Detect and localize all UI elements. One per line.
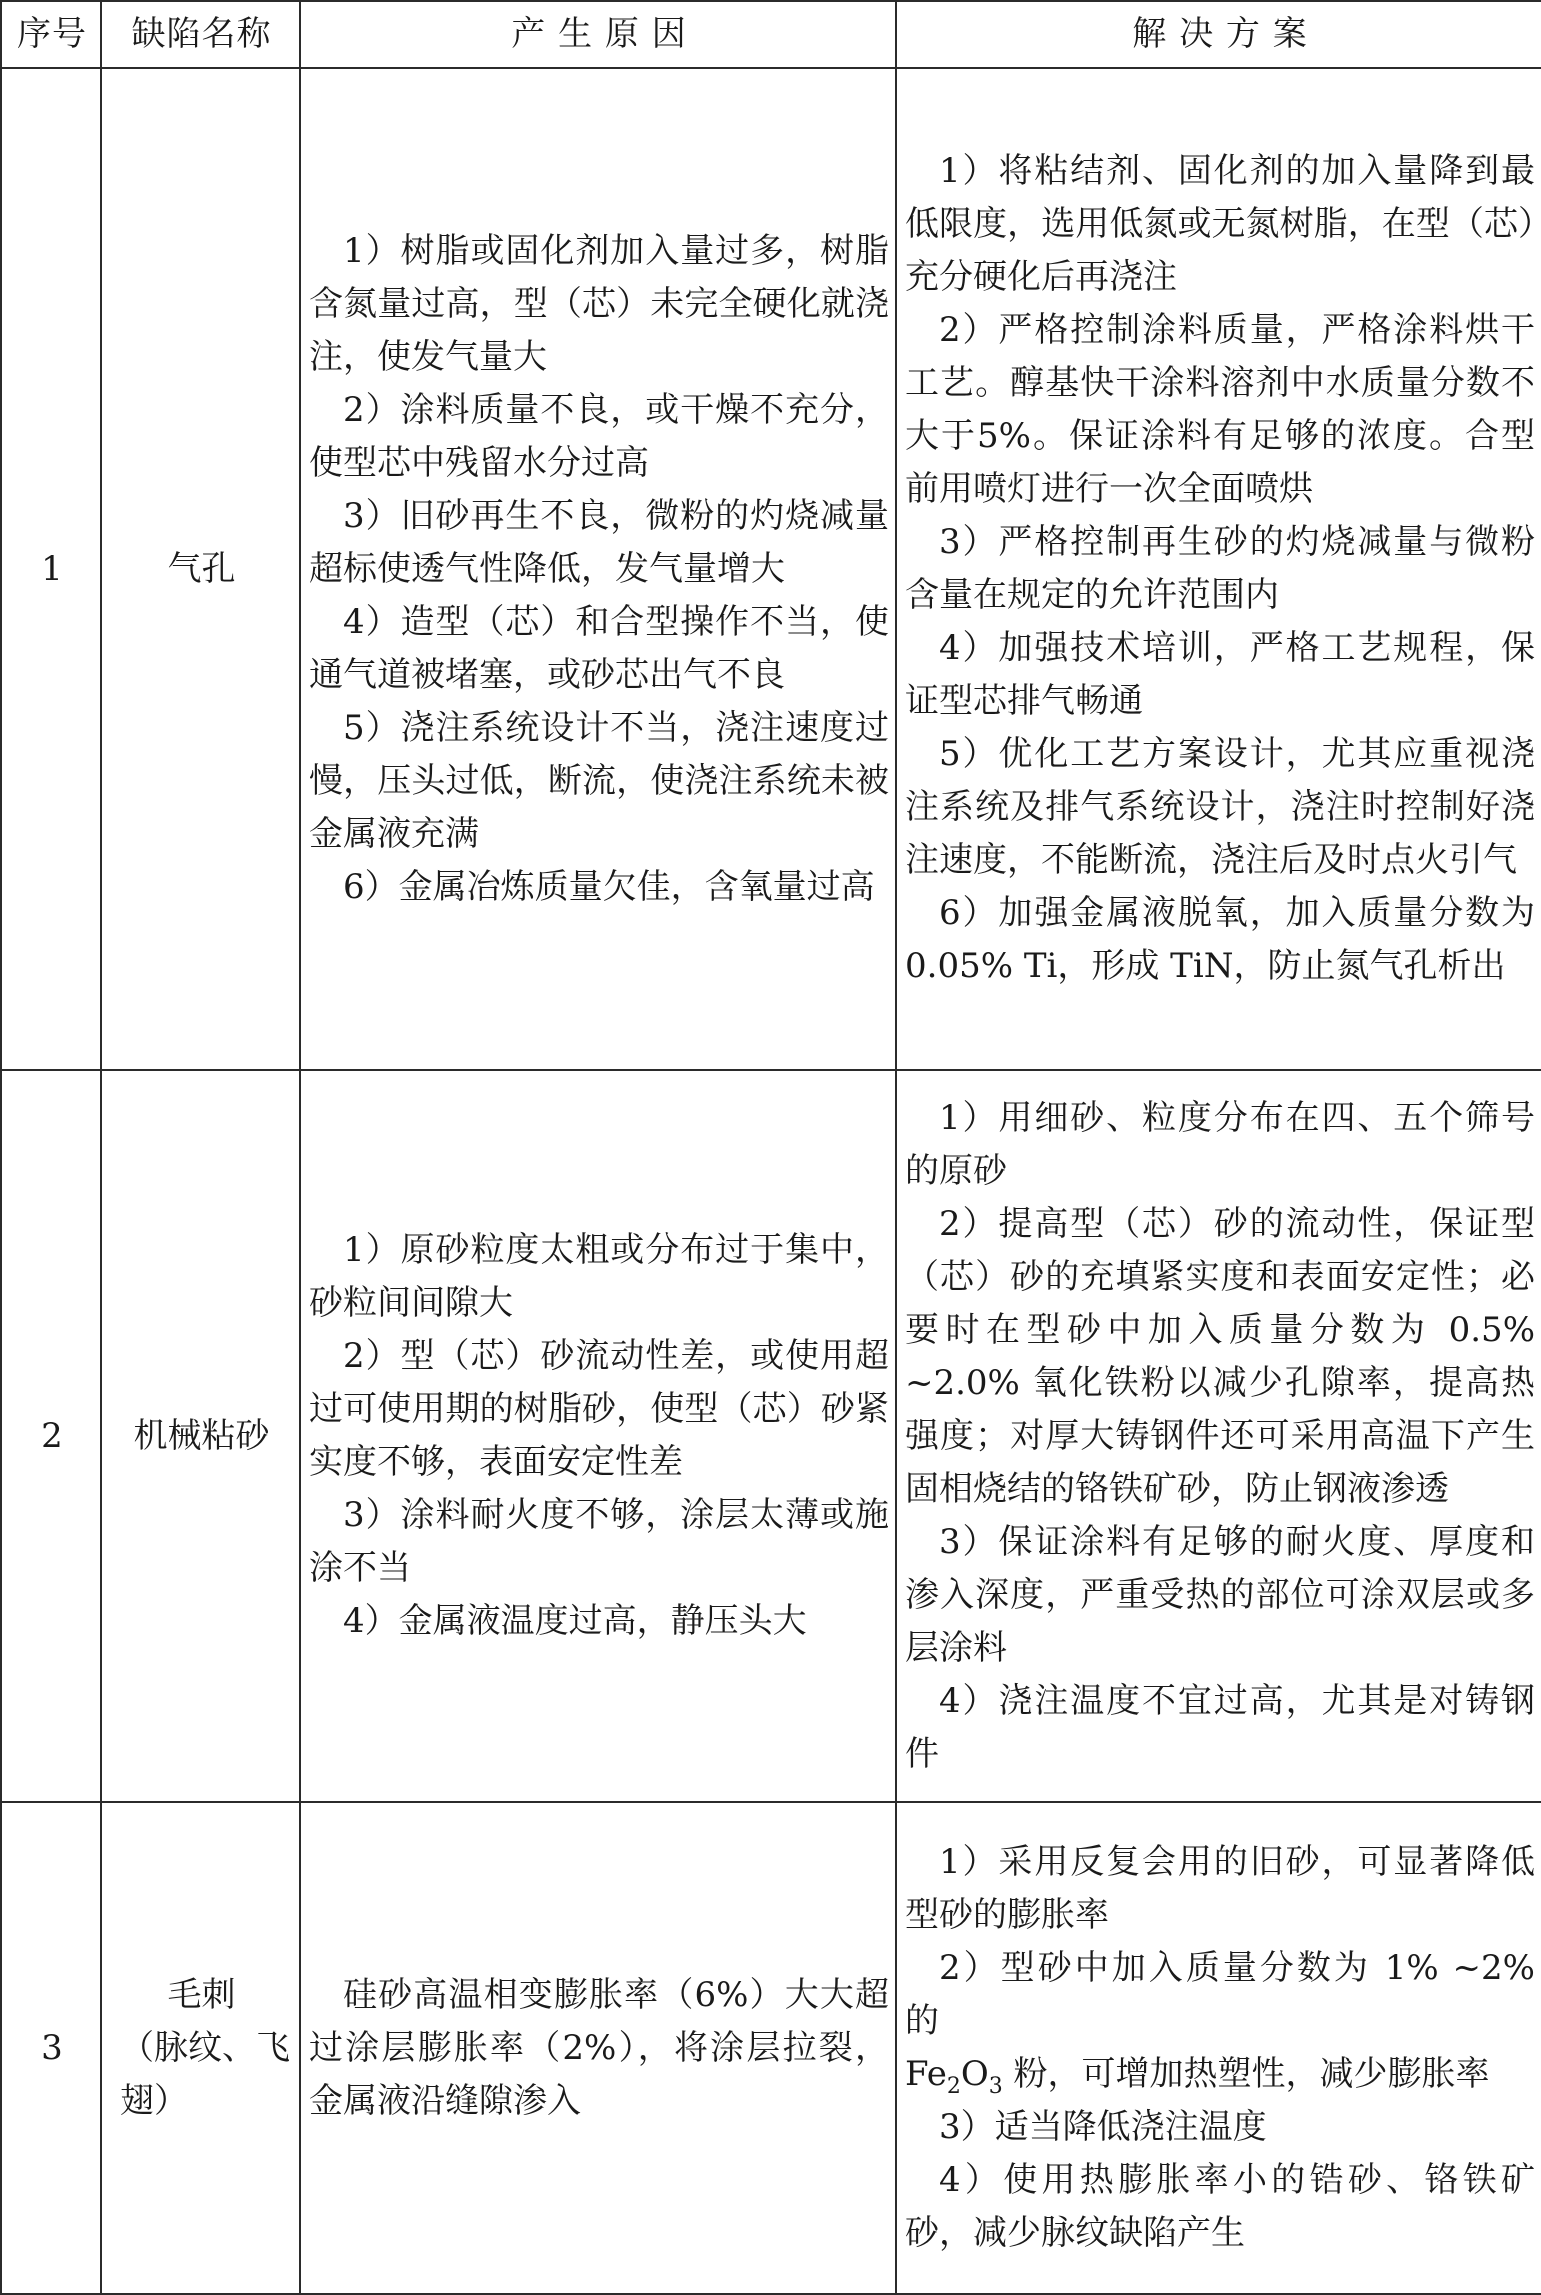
cause-cell: [300, 68, 896, 1070]
solution-item: 3）适当降低浇注温度: [939, 2107, 1267, 2147]
solution-item: [905, 1942, 1535, 2101]
solution-item: 2）严格控制涂料质量，严格涂料烘干工艺。醇基快干涂料溶剂中水质量分数不大于5%。保证涂料有足够的浓度。合型前用喷灯进行一次全面喷烘: [905, 310, 1535, 509]
header-num: 序号: [1, 1, 101, 68]
solution-cell: [896, 1070, 1541, 1802]
cause-item: 1）树脂或固化剂加入量过多，树脂含氮量过高，型（芯）未完全硬化就浇注，使发气量大: [309, 230, 889, 377]
cause-item: 2）型（芯）砂流动性差，或使用超过可使用期的树脂砂，使型（芯）砂紧实度不够，表面安定性差: [309, 1336, 889, 1482]
cause-cell: [300, 1802, 896, 2294]
header-name: 缺陷名称: [101, 1, 300, 68]
formula-subscript-3: 3: [988, 2073, 1003, 2099]
cause-item: 1）原砂粒度太粗或分布过于集中，砂粒间间隙大: [309, 1230, 889, 1323]
cause-item: 2）涂料质量不良，或干燥不充分，使型芯中残留水分过高: [309, 389, 889, 483]
solution-item: 6）加强金属液脱氧，加入质量分数为0.05% Ti，形成 TiN，防止氮气孔析出: [905, 893, 1535, 986]
formula-o: O: [960, 2054, 989, 2094]
cause-item: 5）浇注系统设计不当，浇注速度过慢，压头过低，断流，使浇注系统未被金属液充满: [309, 707, 889, 854]
solution-item: 4）加强技术培训，严格工艺规程，保证型芯排气畅通: [905, 628, 1535, 721]
solution-item: 2）提高型（芯）砂的流动性，保证型（芯）砂的充填紧实度和表面安定性；必要时在型砂中加入质量分数为 0.5% ~2.0% 氧化铁粉以减少孔隙率，提高热强度；对厚大铸钢件还可采用高温下产生固相烧结的铬铁矿砂，防止钢液渗透: [905, 1203, 1535, 1509]
cause-cell: [300, 1070, 896, 1802]
table-row: [1, 1802, 1541, 2294]
cause-item: 4）造型（芯）和合型操作不当，使通气道被堵塞，或砂芯出气不良: [309, 601, 889, 695]
defect-name: 气孔: [101, 68, 300, 1070]
defect-name: 机械粘砂: [101, 1070, 300, 1802]
solution-item: 4）浇注温度不宜过高，尤其是对铸钢件: [905, 1680, 1535, 1774]
solution-item: 3）严格控制再生砂的灼烧减量与微粉含量在规定的允许范围内: [905, 522, 1535, 615]
row-number: 2: [1, 1070, 101, 1802]
solution-item: 4）使用热膨胀率小的锆砂、铬铁矿砂，减少脉纹缺陷产生: [905, 2160, 1535, 2253]
header-row: [1, 1, 1541, 68]
formula-fe: Fe: [905, 2054, 947, 2094]
cause-item: 4）金属液温度过高，静压头大: [343, 1601, 807, 1641]
formula-subscript-2: 2: [946, 2073, 961, 2099]
solution-item: 5）优化工艺方案设计，尤其应重视浇注系统及排气系统设计，浇注时控制好浇注速度，不能断流，浇注后及时点火引气: [905, 734, 1535, 880]
solution-item: 1）采用反复会用的旧砂，可显著降低型砂的膨胀率: [905, 1842, 1535, 1935]
solution-item-part: 2）型砂中加入质量分数为 1% ~2% 的: [905, 1948, 1535, 2041]
defect-name-main: 毛刺: [167, 1974, 236, 2015]
solution-item: 1）将粘结剂、固化剂的加入量降到最低限度，选用低氮或无氮树脂，在型（芯）充分硬化后再浇注: [905, 151, 1535, 297]
table-row: [1, 68, 1541, 1070]
solution-cell: [896, 68, 1541, 1070]
cause-item: 3）涂料耐火度不够，涂层太薄或施涂不当: [309, 1495, 889, 1588]
row-number: 1: [1, 68, 101, 1070]
solution-cell: [896, 1802, 1541, 2294]
defect-name: [101, 1802, 300, 2294]
table-row: [1, 1070, 1541, 1802]
header-solution: 解 决 方 案: [896, 1, 1541, 68]
solution-item: 3）保证涂料有足够的耐火度、厚度和渗入深度，严重受热的部位可涂双层或多层涂料: [905, 1521, 1535, 1668]
defect-name-alias: （脉纹、飞翅）: [120, 2027, 290, 2121]
row-number: 3: [1, 1802, 101, 2294]
header-cause: 产 生 原 因: [300, 1, 896, 68]
solution-item: 1）用细砂、粒度分布在四、五个筛号的原砂: [905, 1097, 1535, 1191]
cause-item: 3）旧砂再生不良，微粉的灼烧减量超标使透气性降低，发气量增大: [309, 495, 889, 589]
cause-item: 硅砂高温相变膨胀率（6%）大大超过涂层膨胀率（2%），将涂层拉裂，金属液沿缝隙渗入: [309, 1974, 889, 2121]
solution-item-part: 粉，可增加热塑性，减少膨胀率: [1002, 2054, 1490, 2094]
cause-item: 6）金属冶炼质量欠佳，含氧量过高: [343, 866, 875, 907]
